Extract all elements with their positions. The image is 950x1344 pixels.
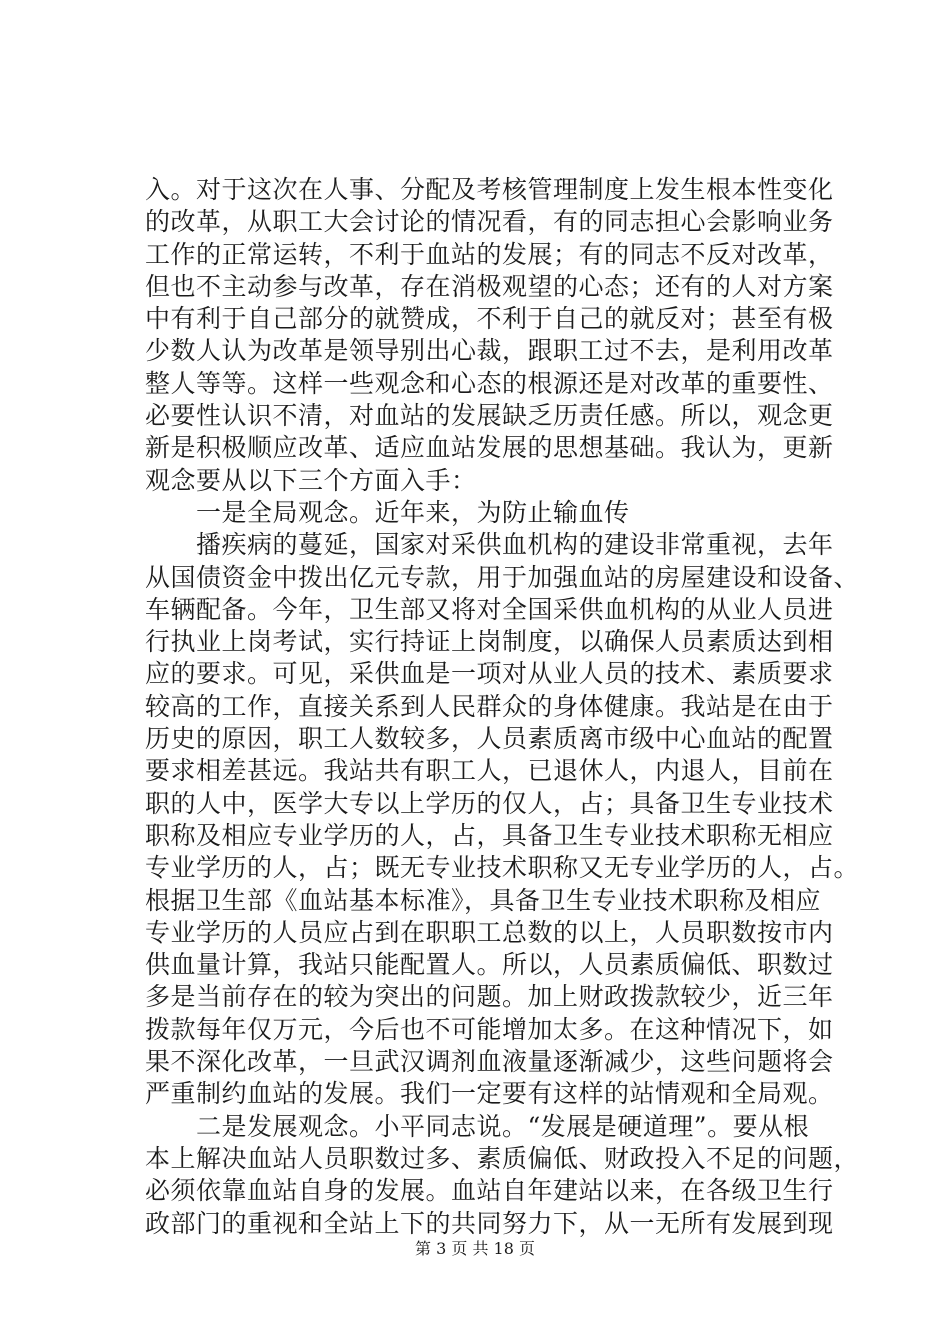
- text-line: 行执业上岗考试，实行持证上岗制度，以确保人员素质达到相: [145, 627, 834, 657]
- text-line: 根据卫生部《血站基本标准》，具备卫生专业技术职称及相应: [145, 885, 822, 915]
- text-line: 要求相差甚远。我站共有职工人，已退休人，内退人，目前在: [145, 756, 834, 786]
- text-line: 新是积极顺应改革、适应血站发展的思想基础。我认为，更新: [145, 433, 834, 463]
- text-line: 本上解决血站人员职数过多、素质偏低、财政投入不足的问题，: [145, 1143, 860, 1173]
- text-line: 必要性认识不清，对血站的发展缺乏历责任感。所以，观念更: [145, 401, 834, 431]
- page-footer: 第 3 页 共 18 页: [415, 1239, 535, 1258]
- text-line: 少数人认为改革是领导别出心裁，跟职工过不去，是利用改革: [145, 336, 834, 366]
- text-line: 职称及相应专业学历的人，占，具备卫生专业技术职称无相应: [145, 820, 834, 850]
- text-line: 政部门的重视和全站上下的共同努力下，从一无所有发展到现: [145, 1208, 834, 1238]
- body-text: [145, 174, 865, 1240]
- text-line: 应的要求。可见，采供血是一项对从业人员的技术、素质要求: [145, 659, 834, 689]
- text-line: 一是全局观念。近年来，为防止输血传: [145, 497, 630, 527]
- text-line: 入。对于这次在人事、分配及考核管理制度上发生根本性变化: [145, 175, 834, 204]
- text-line: 车辆配备。今年，卫生部又将对全国采供血机构的从业人员进: [145, 594, 834, 624]
- text-line: 播疾病的蔓延，国家对采供血机构的建设非常重视，去年: [145, 530, 834, 560]
- text-line: 严重制约血站的发展。我们一定要有这样的站情观和全局观。: [145, 1079, 834, 1109]
- text-line: 职的人中，医学大专以上学历的仅人，占；具备卫生专业技术: [145, 788, 834, 818]
- text-line: 但也不主动参与改革，存在消极观望的心态；还有的人对方案: [145, 271, 834, 301]
- text-line: 专业学历的人员应占到在职职工总数的以上，人员职数按市内: [145, 917, 834, 947]
- text-line: 专业学历的人，占；既无专业技术职称又无专业学历的人，占。: [145, 853, 860, 883]
- text-line: 二是发展观念。小平同志说。“发展是硬道理”。要从根: [145, 1111, 810, 1141]
- text-line: 历史的原因，职工人数较多，人员素质离市级中心血站的配置: [145, 724, 834, 754]
- text-line: 工作的正常运转，不利于血站的发展；有的同志不反对改革，: [145, 239, 834, 269]
- text-line: 较高的工作，直接关系到人民群众的身体健康。我站是在由于: [145, 691, 834, 721]
- text-line: 多是当前存在的较为突出的问题。加上财政拨款较少，近三年: [145, 982, 834, 1012]
- text-line: 中有利于自己部分的就赞成，不利于自己的就反对；甚至有极: [145, 304, 834, 334]
- text-line: 观念要从以下三个方面入手：: [145, 465, 477, 495]
- text-line: 必须依靠血站自身的发展。血站自年建站以来，在各级卫生行: [145, 1176, 834, 1206]
- text-line: 整人等等。这样一些观念和心态的根源还是对改革的重要性、: [145, 368, 834, 398]
- text-line: 拨款每年仅万元，今后也不可能增加太多。在这种情况下，如: [145, 1014, 834, 1044]
- text-line: 从国债资金中拨出亿元专款，用于加强血站的房屋建设和设备、: [145, 562, 860, 592]
- text-line: 的改革，从职工大会讨论的情况看，有的同志担心会影响业务: [145, 207, 834, 237]
- text-line: 果不深化改革，一旦武汉调剂血液量逐渐减少，这些问题将会: [145, 1047, 834, 1077]
- text-line: 供血量计算，我站只能配置人。所以，人员素质偏低、职数过: [145, 950, 834, 980]
